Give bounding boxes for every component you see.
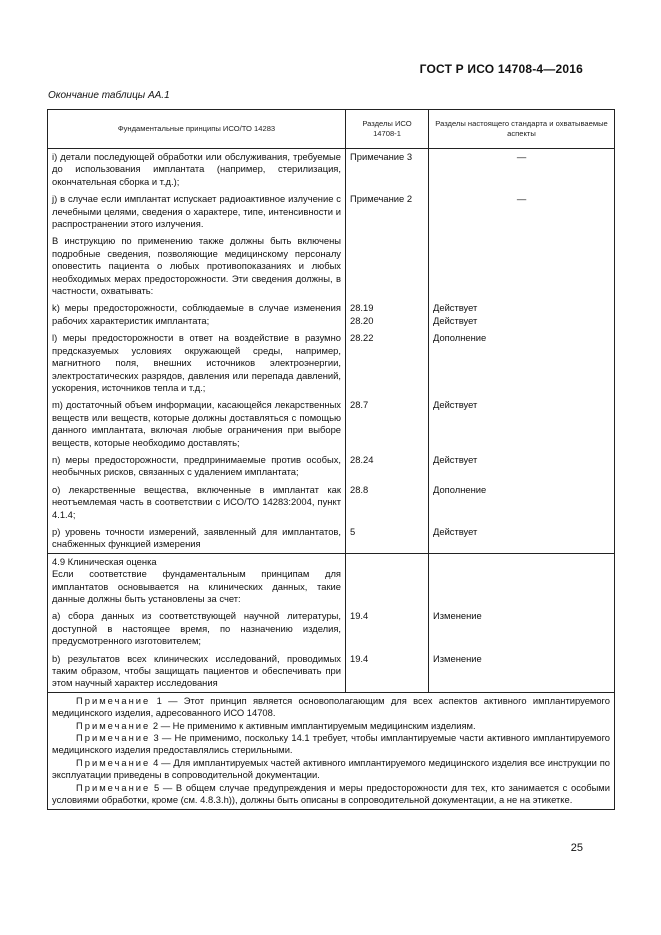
note-text: 1 — Этот принцип является основополагающим для всех аспектов активного имплантируемого медицинского изделия, адресованного ИСО 14708. — [52, 694, 610, 719]
table-row — [48, 451, 615, 481]
notes-cell — [48, 692, 615, 809]
iso-section-cell: 28.19 28.20 — [346, 299, 429, 329]
notes-row — [48, 692, 615, 809]
standard-aspect-cell: Изменение — [429, 607, 615, 649]
iso-section-cell: Примечание 3 — [346, 149, 429, 191]
iso-section-cell: 28.24 — [346, 451, 429, 481]
standard-aspect-cell: Действует — [429, 396, 615, 451]
page-number: 25 — [570, 842, 583, 854]
table-note — [52, 732, 610, 757]
iso-section-cell: 28.7 — [346, 396, 429, 451]
note-text: 5 — В общем случае предупреждения и меры предосторожности для тех, кто занимается с особыми условиями обработки, кроме (см. 4.8.3.h)), должны быть описаны в сопроводительной документации, а не на этикетке. — [52, 781, 610, 806]
table-row — [48, 232, 615, 299]
principle-cell: а) сбора данных из соответствующей научной литературы, доступной в настоящее время, по назначению изделия, предусмотренного изготовителем; — [48, 607, 346, 649]
standard-aspect-cell: Изменение — [429, 650, 615, 693]
section-cell — [48, 553, 346, 607]
principle-cell: o) лекарственные вещества, включенные в имплантат как неотъемлемая часть в соответствии с ИСО/ТО 14283:2004, пункт 4.1.4; — [48, 481, 346, 523]
standard-aspect-cell: Действует — [429, 523, 615, 553]
standard-aspect-cell: Дополнение — [429, 481, 615, 523]
empty-cell — [429, 553, 615, 607]
iso-section-cell: Примечание 2 — [346, 190, 429, 232]
table-note — [52, 782, 610, 807]
section-intro: Если соответствие фундаментальным принципам для имплантатов основывается на клинических данных, такие данные должны быть установлены за счет: — [52, 568, 341, 604]
empty-cell — [346, 553, 429, 607]
principle-cell: b) результатов всех клинических исследований, проводимых таким образом, чтобы защищать пациентов и обеспечивать при этом научный характер исследования — [48, 650, 346, 693]
note-text: 4 — Для имплантируемых частей активного имплантируемого медицинского изделия все инструкции по эксплуатации приведены в сопроводительной документации. — [52, 756, 610, 781]
principle-cell: k) меры предосторожности, соблюдаемые в случае изменения рабочих характеристик имплантата; — [48, 299, 346, 329]
iso-section-cell: 5 — [346, 523, 429, 553]
table-row — [48, 607, 615, 649]
table-row — [48, 523, 615, 553]
column-header-iso-sections: Разделы ИСО 14708-1 — [346, 110, 429, 149]
note-label: Примечание — [76, 781, 151, 793]
table-caption: Окончание таблицы АА.1 — [48, 90, 170, 101]
principle-cell: В инструкцию по применению также должны быть включены подробные сведения, позволяющие медицинскому персоналу оповестить пациента о любых противопоказаниях и любых необходимых мерах предосторожности. Эти сведения должны, в частности, охватывать: — [48, 232, 346, 299]
standard-aspect-cell — [429, 232, 615, 299]
table-note — [52, 720, 610, 732]
table-row — [48, 650, 615, 693]
table-row — [48, 190, 615, 232]
note-label: Примечание — [76, 694, 151, 706]
iso-section-cell — [346, 232, 429, 299]
principle-cell: n) меры предосторожности, предпринимаемые против особых, необычных рисков, связанных с удалением имплантата; — [48, 451, 346, 481]
note-label: Примечание — [76, 756, 151, 768]
iso-section-cell: 19.4 — [346, 650, 429, 693]
standard-aspect-cell: — — [429, 190, 615, 232]
column-header-standard-sections: Разделы настоящего стандарта и охватываемые аспекты — [429, 110, 615, 149]
iso-section-cell: 28.8 — [346, 481, 429, 523]
note-label: Примечание — [76, 719, 151, 731]
table-note — [52, 757, 610, 782]
iso-section-cell: 28.22 — [346, 329, 429, 396]
section-row — [48, 553, 615, 607]
table-row — [48, 299, 615, 329]
table-header-row — [48, 110, 615, 149]
table-row — [48, 481, 615, 523]
table-row — [48, 396, 615, 451]
iso-section-cell: 19.4 — [346, 607, 429, 649]
principle-cell: j) в случае если имплантат испускает радиоактивное излучение с лечебными целями, сведения о характере, типе, интенсивности и распространении этого излучения. — [48, 190, 346, 232]
column-header-principles: Фундаментальные принципы ИСО/ТО 14283 — [48, 110, 346, 149]
standard-aspect-cell: Действует — [429, 451, 615, 481]
principle-cell: m) достаточный объем информации, касающейся лекарственных веществ или веществ, которые должны доставляться с помощью данного имплантата, включая любые ограничения при выборе веществ, которые необходимо доставлять; — [48, 396, 346, 451]
note-text: 3 — Не применимо, поскольку 14.1 требует, чтобы имплантируемые части активного имплантируемого медицинского изделия предоставлялись стерильными. — [52, 732, 610, 756]
principle-cell: p) уровень точности измерений, заявленный для имплантатов, снабженных функцией измерения — [48, 523, 346, 553]
note-text: 2 — Не применимо к активным имплантируемым медицинским изделиям. — [150, 719, 476, 731]
standard-aspect-cell: Дополнение — [429, 329, 615, 396]
principle-cell: i) детали последующей обработки или обслуживания, требуемые до использования имплантата (например, стерилизация, окончательная сборка и т.д.); — [48, 149, 346, 191]
standard-aspect-cell: Действует Действует — [429, 299, 615, 329]
note-label: Примечание — [76, 732, 151, 744]
standards-table — [47, 109, 615, 810]
principle-cell: l) меры предосторожности в ответ на воздействие в разумно предсказуемых условиях окружающей среды, например, магнитного поля, внешних источников электроэнергии, электростатических разрядов, давления или перепада давлений, ускорения, источников тепла и т.д.; — [48, 329, 346, 396]
standard-aspect-cell: — — [429, 149, 615, 191]
table-row — [48, 329, 615, 396]
table-note — [52, 695, 610, 720]
section-title: 4.9 Клиническая оценка — [52, 555, 157, 567]
document-header: ГОСТ Р ИСО 14708-4—2016 — [419, 62, 583, 76]
table-row — [48, 149, 615, 191]
